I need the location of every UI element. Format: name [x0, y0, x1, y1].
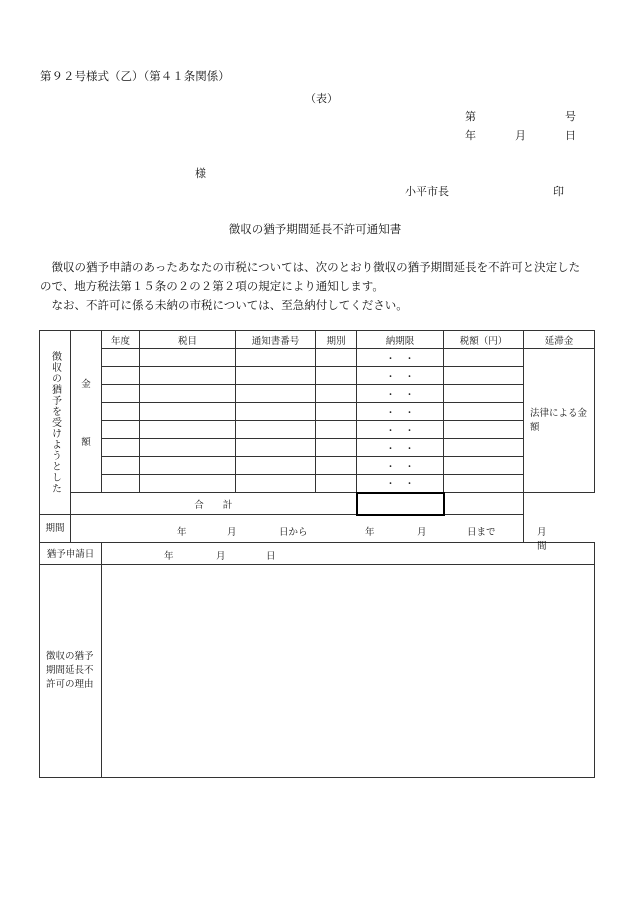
period-to-day: 日まで [467, 526, 496, 538]
period-months: 月間 [537, 526, 547, 552]
table-row [40, 439, 595, 457]
year-cell[interactable] [102, 403, 140, 421]
seal: 印 [553, 185, 564, 198]
notice-no-cell[interactable] [236, 385, 316, 403]
period-from-year: 年 [177, 526, 187, 538]
due-date-cell[interactable]: ・ ・ [357, 475, 444, 493]
date-year: 年 [465, 129, 476, 142]
period-row [40, 515, 595, 543]
table-row [40, 403, 595, 421]
term-cell[interactable] [316, 457, 357, 475]
notice-no-cell[interactable] [236, 475, 316, 493]
header-tax-item: 税目 [140, 331, 236, 349]
tax-item-cell[interactable] [140, 367, 236, 385]
period-from-month: 月 [227, 526, 237, 538]
notice-no-cell[interactable] [236, 421, 316, 439]
period-label: 期間 [40, 515, 71, 543]
header-term: 期別 [316, 331, 357, 349]
apply-date-label: 猶予申請日 [40, 542, 102, 564]
header-late-fee: 延滞金 [524, 331, 595, 349]
tax-item-cell[interactable] [140, 475, 236, 493]
due-date-cell[interactable]: ・ ・ [357, 385, 444, 403]
amount-label-1: 金 [81, 378, 91, 390]
notice-no-cell[interactable] [236, 457, 316, 475]
due-date-cell[interactable]: ・ ・ [357, 367, 444, 385]
reason-field[interactable] [102, 564, 595, 777]
form-id: 第９２号様式（乙）（第４１条関係） [40, 69, 230, 83]
tax-amount-cell[interactable] [444, 475, 524, 493]
term-cell[interactable] [316, 475, 357, 493]
period-value[interactable] [71, 515, 547, 552]
header-tax-amount: 税額（円） [444, 331, 524, 349]
total-label: 合 計 [71, 493, 357, 515]
term-cell[interactable] [316, 367, 357, 385]
amount-label-cell [71, 331, 102, 493]
tax-amount-cell[interactable] [444, 403, 524, 421]
date-day: 日 [565, 129, 576, 142]
due-date-cell[interactable]: ・ ・ [357, 457, 444, 475]
tax-item-cell[interactable] [140, 421, 236, 439]
tax-amount-cell[interactable] [444, 457, 524, 475]
year-cell[interactable] [102, 457, 140, 475]
due-date-cell[interactable]: ・ ・ [357, 349, 444, 367]
period-to-year: 年 [365, 526, 375, 538]
tax-item-cell[interactable] [140, 385, 236, 403]
body-paragraph-1: 徴収の猶予申請のあったあなたの市税については、次のとおり徴収の猶予期間延長を不許可と決定したので、地方税法第１５条の２の２第２項の規定により通知します。 [40, 260, 581, 293]
header-year: 年度 [102, 331, 140, 349]
tax-table [39, 330, 595, 778]
year-cell[interactable] [102, 385, 140, 403]
tax-amount-cell[interactable] [444, 439, 524, 457]
tax-item-cell[interactable] [140, 439, 236, 457]
side-label: （表） [305, 92, 338, 105]
table-row [40, 475, 595, 493]
term-cell[interactable] [316, 349, 357, 367]
apply-date-row [40, 542, 595, 564]
term-cell[interactable] [316, 385, 357, 403]
apply-date-value[interactable] [102, 542, 595, 564]
body-paragraph-2: なお、不許可に係る未納の市税については、至急納付してください。 [40, 298, 408, 312]
group-label: 徴収の猶予を受けようとした [49, 351, 61, 494]
term-cell[interactable] [316, 403, 357, 421]
year-cell[interactable] [102, 475, 140, 493]
issuer: 小平市長 [405, 185, 449, 198]
header-due-date: 納期限 [357, 331, 444, 349]
total-amount-cell[interactable] [357, 493, 444, 515]
apply-month: 月 [216, 550, 226, 562]
due-date-cell[interactable]: ・ ・ [357, 421, 444, 439]
period-to-month: 月 [417, 526, 427, 538]
table-row [40, 385, 595, 403]
group-label-cell [40, 331, 71, 515]
number-dai: 第 [465, 110, 476, 123]
year-cell[interactable] [102, 439, 140, 457]
table-row [40, 421, 595, 439]
table-row [40, 367, 595, 385]
addressee-suffix: 様 [195, 167, 206, 180]
term-cell[interactable] [316, 421, 357, 439]
late-fee-note: 法律による金額 [524, 349, 595, 493]
notice-no-cell[interactable] [236, 349, 316, 367]
tax-amount-cell[interactable] [444, 367, 524, 385]
document-title: 徴収の猶予期間延長不許可通知書 [228, 222, 402, 236]
term-cell[interactable] [316, 439, 357, 457]
due-date-cell[interactable]: ・ ・ [357, 403, 444, 421]
apply-day: 日 [266, 550, 276, 562]
year-cell[interactable] [102, 367, 140, 385]
tax-item-cell[interactable] [140, 457, 236, 475]
year-cell[interactable] [102, 349, 140, 367]
tax-amount-cell[interactable] [444, 421, 524, 439]
year-cell[interactable] [102, 421, 140, 439]
date-month: 月 [515, 129, 526, 142]
body-text [40, 258, 590, 315]
notice-no-cell[interactable] [236, 439, 316, 457]
amount-label-2: 額 [81, 436, 91, 448]
total-late-fee-cell [444, 493, 524, 515]
number-go: 号 [565, 110, 576, 123]
notice-no-cell[interactable] [236, 367, 316, 385]
period-from-day: 日から [279, 526, 308, 538]
header-notice-no: 通知書番号 [236, 331, 316, 349]
table-row [40, 349, 595, 367]
reason-label: 徴収の猶予期間延長不許可の理由 [40, 564, 102, 777]
apply-year: 年 [164, 550, 174, 562]
tax-item-cell[interactable] [140, 349, 236, 367]
total-row [40, 493, 595, 515]
tax-amount-cell[interactable] [444, 349, 524, 367]
reason-row [40, 564, 595, 777]
table-row [40, 457, 595, 475]
due-date-cell[interactable]: ・ ・ [357, 439, 444, 457]
notice-no-cell[interactable] [236, 403, 316, 421]
tax-amount-cell[interactable] [444, 385, 524, 403]
tax-item-cell[interactable] [140, 403, 236, 421]
